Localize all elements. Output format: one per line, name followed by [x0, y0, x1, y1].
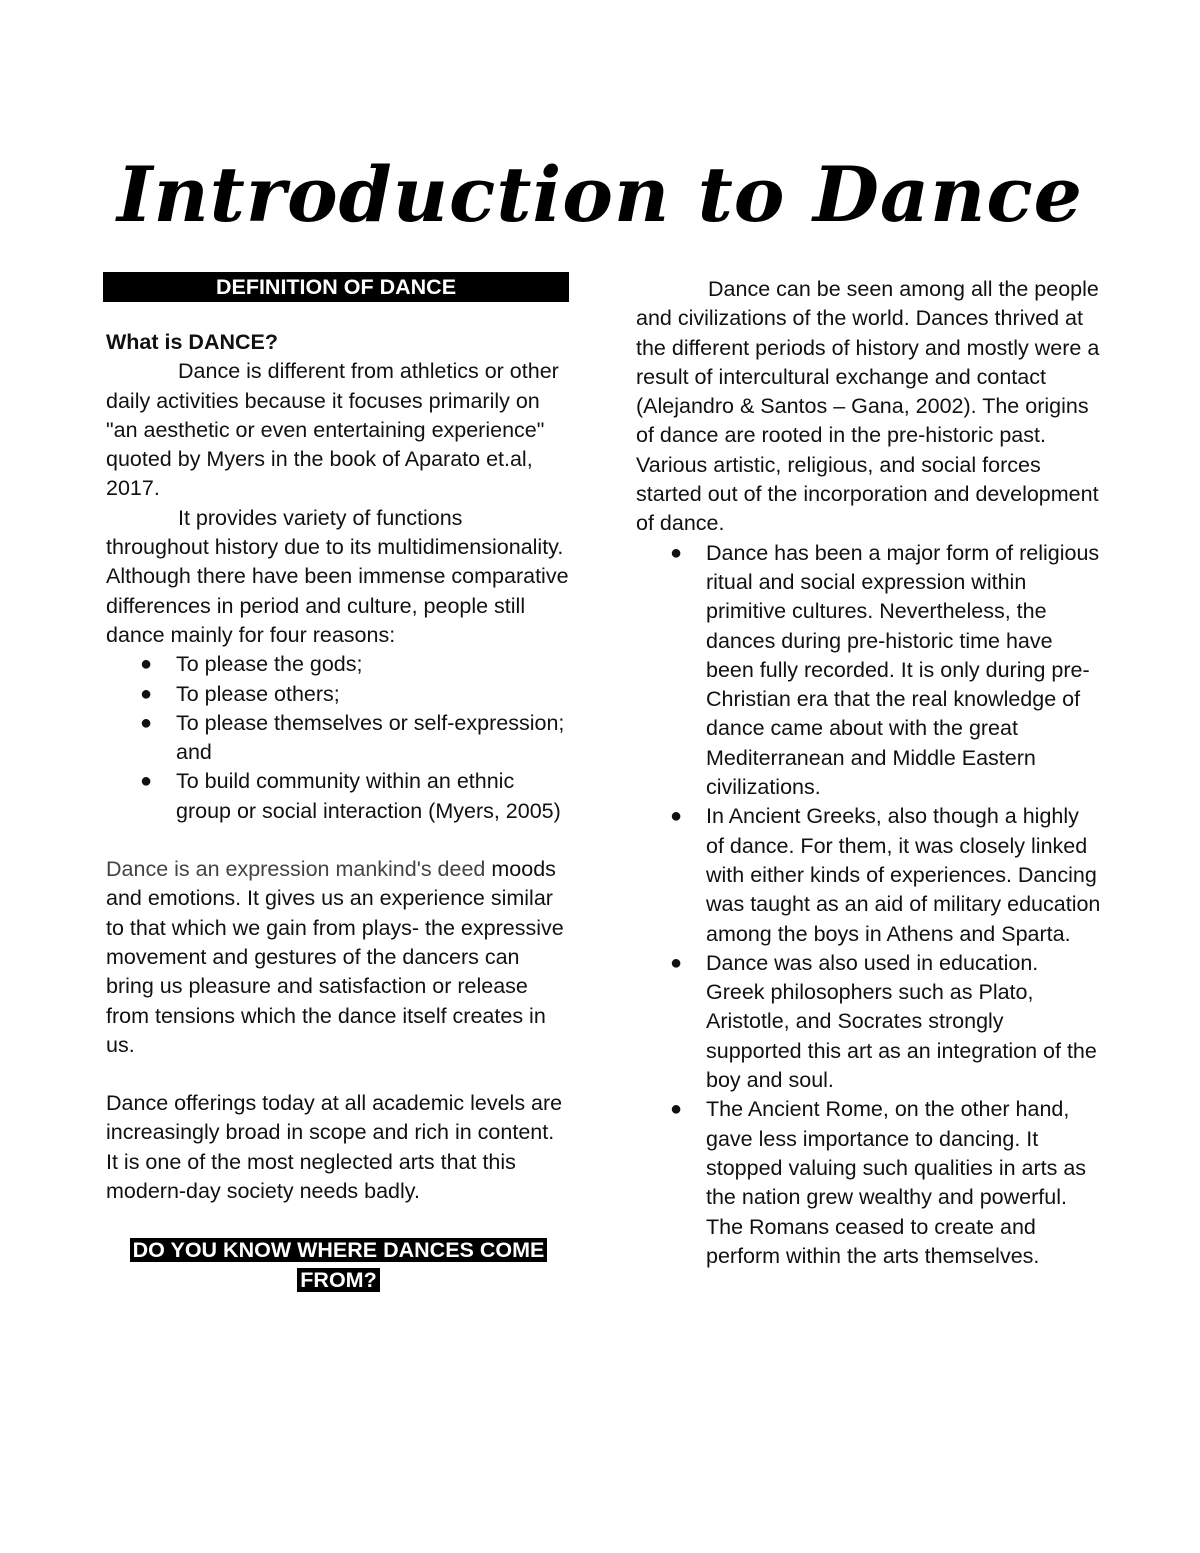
bullet-icon: ● — [670, 1098, 683, 1121]
definition-paragraph-1: Dance is different from athletics or other daily activities because it focuses primarily on "an aesthetic or even entertaining experience" quoted by Myers in the book of Aparato et.al, 2017. — [106, 359, 559, 501]
expression-paragraph: Dance is an expression mankind's deed moods and emotions. It gives us an experience similar to that which we gain from plays- the expressive movement and gestures of the dancers can bring us pleasure and satisfaction or release from tensions which the dance itself creates in us. — [106, 857, 564, 1057]
list-item: ● The Ancient Rome, on the other hand, gave less importance to dancing. It stopped valuing such qualities in arts as the nation grew wealthy and powerful. The Romans ceased to create and perform within the arts themselves. — [670, 1097, 1087, 1268]
offerings-paragraph: Dance offerings today at all academic levels are increasingly broad in scope and rich in content. It is one of the most neglected arts that this modern-day society needs badly. — [106, 1091, 563, 1204]
origins-paragraph: Dance can be seen among all the people and civilizations of the world. Dances thrived at the different periods of history and mostly were a result of intercultural exchange and contact (Alejandro & Santos – Gana, 2002). The origins of dance are rooted in the pre-historic past. Various artistic, religious, and social forces started out of the incorporation and development of dance. — [636, 277, 1100, 536]
bullet-icon: ● — [140, 682, 153, 705]
what-is-dance-heading: What is DANCE? — [106, 330, 278, 354]
list-item: ● To build community within an ethnic group or social interaction (Myers, 2005) — [140, 769, 561, 823]
origins-heading: DO YOU KNOW WHERE DANCES COME FROM? — [106, 1235, 571, 1295]
bullet-icon: ● — [670, 805, 683, 828]
list-item: ● To please the gods; — [106, 650, 571, 679]
history-list — [636, 539, 1101, 1271]
list-item: ● In Ancient Greeks, also though a highly of dance. For them, it was closely linked with either kinds of experiences. Dancing was taught as an aid of military education among the boys in Athens and Sparta. — [670, 804, 1101, 946]
right-column — [636, 275, 1101, 1271]
bullet-icon: ● — [670, 951, 683, 974]
bullet-icon: ● — [140, 711, 153, 734]
list-item: ● To please others; — [106, 680, 571, 709]
definition-banner: DEFINITION OF DANCE — [103, 272, 569, 302]
bullet-icon: ● — [140, 653, 153, 676]
bullet-icon: ● — [670, 541, 683, 564]
list-item: ● Dance was also used in education. Greek philosophers such as Plato, Aristotle, and Socrates strongly supported this art as an integration of the boy and soul. — [670, 950, 1097, 1093]
page-title: Introduction to Dance — [117, 150, 1083, 239]
list-item: ● To please themselves or self-expression; and — [140, 710, 565, 765]
reasons-list — [106, 650, 571, 826]
bullet-icon: ● — [140, 770, 153, 793]
left-column — [106, 272, 571, 1295]
list-item: ● Dance has been a major form of religious ritual and social expression within primitive cultures. Nevertheless, the dances during pre-historic time have been fully recorded. It is only during pre-Christian era that the real knowledge of dance came about with the great Mediterranean and Middle Eastern civilizations. — [670, 540, 1100, 800]
definition-paragraph-2: It provides variety of functions throughout history due to its multidimensionality. Although there have been immense comparative differences in period and culture, people still dance mainly for four reasons: — [106, 505, 569, 647]
